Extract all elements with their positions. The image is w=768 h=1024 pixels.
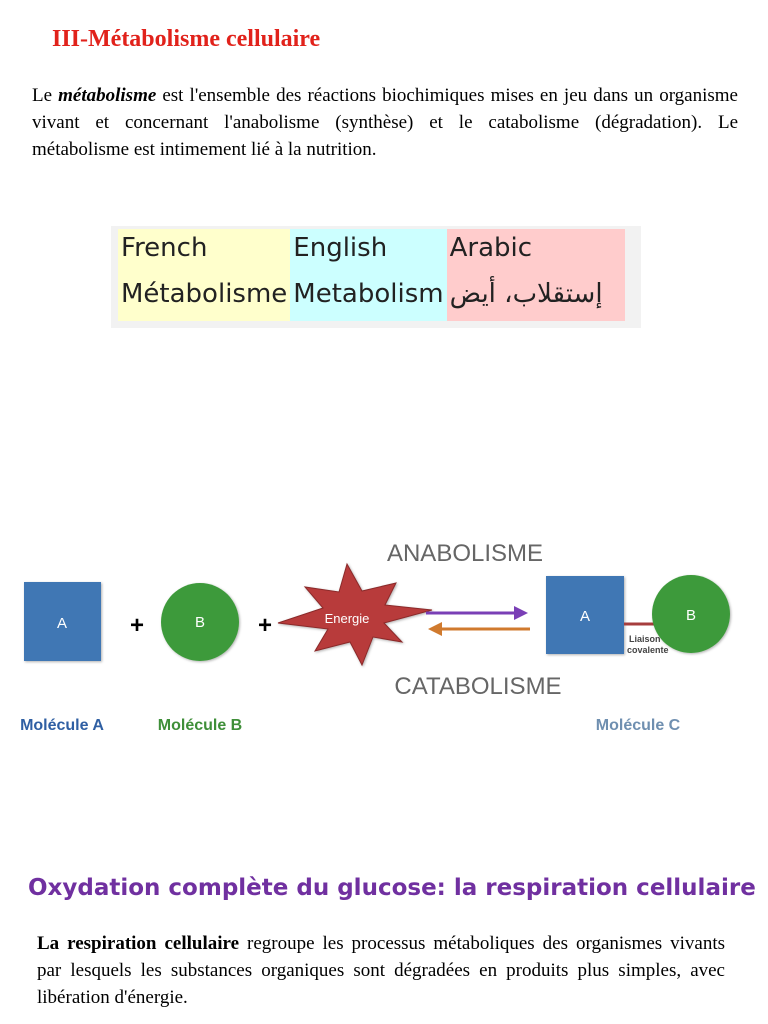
molecule-b-name: Molécule B	[157, 717, 243, 734]
energy-label: Energie	[324, 611, 370, 626]
vocabulary-table	[111, 226, 641, 328]
plus-sign-1: +	[129, 612, 145, 639]
vocab-header-arabic: Arabic	[447, 229, 625, 275]
respiration-term: La respiration cellulaire	[37, 933, 240, 954]
intro-term: métabolisme	[58, 85, 157, 106]
molecule-c-letter-a: A	[579, 608, 591, 625]
vocab-header-english: English	[290, 229, 446, 275]
vocab-term-arabic: إستقلاب، أيض	[447, 275, 625, 321]
vocabulary-header-row	[118, 229, 625, 275]
catabolism-label: CATABOLISME	[394, 673, 562, 700]
bond-label-line1: Liaison	[629, 634, 661, 644]
molecule-c-name: Molécule C	[595, 717, 681, 734]
molecule-c-letter-b: B	[685, 607, 697, 624]
anabolism-label: ANABOLISME	[386, 540, 544, 567]
respiration-text: regroupe les processus métaboliques des organismes vivants par lesquels les substances organiques sont dégradées en produits plus simples, avec libération d'énergie.	[37, 933, 725, 1008]
intro-prefix: Le	[32, 85, 59, 106]
bond-label-line2: covalente	[627, 645, 669, 655]
metabolism-diagram	[0, 530, 768, 750]
vocab-header-french: French	[118, 229, 290, 275]
intro-text: est l'ensemble des réactions biochimiques mises en jeu dans un organisme vivant et concernant l'anabolisme (synthèse) et le catabolisme (dégradation). Le métabolisme est intimement lié à la nutrition.	[32, 85, 738, 160]
vocab-term-english: Metabolism	[290, 275, 446, 321]
plus-sign-2: +	[257, 612, 273, 639]
anabolism-arrowhead-icon	[514, 606, 528, 620]
respiration-paragraph	[37, 930, 725, 1011]
catabolism-arrowhead-icon	[428, 622, 442, 636]
molecule-a-letter: A	[56, 615, 68, 632]
intro-paragraph	[32, 82, 738, 163]
vocabulary-term-row	[118, 275, 625, 321]
molecule-a-name: Molécule A	[20, 717, 104, 734]
section-subtitle: Oxydation complète du glucose: la respiration cellulaire	[28, 875, 756, 901]
molecule-b-letter: B	[194, 614, 206, 631]
vocab-term-french: Métabolisme	[118, 275, 290, 321]
section-title: III-Métabolisme cellulaire	[52, 26, 321, 52]
